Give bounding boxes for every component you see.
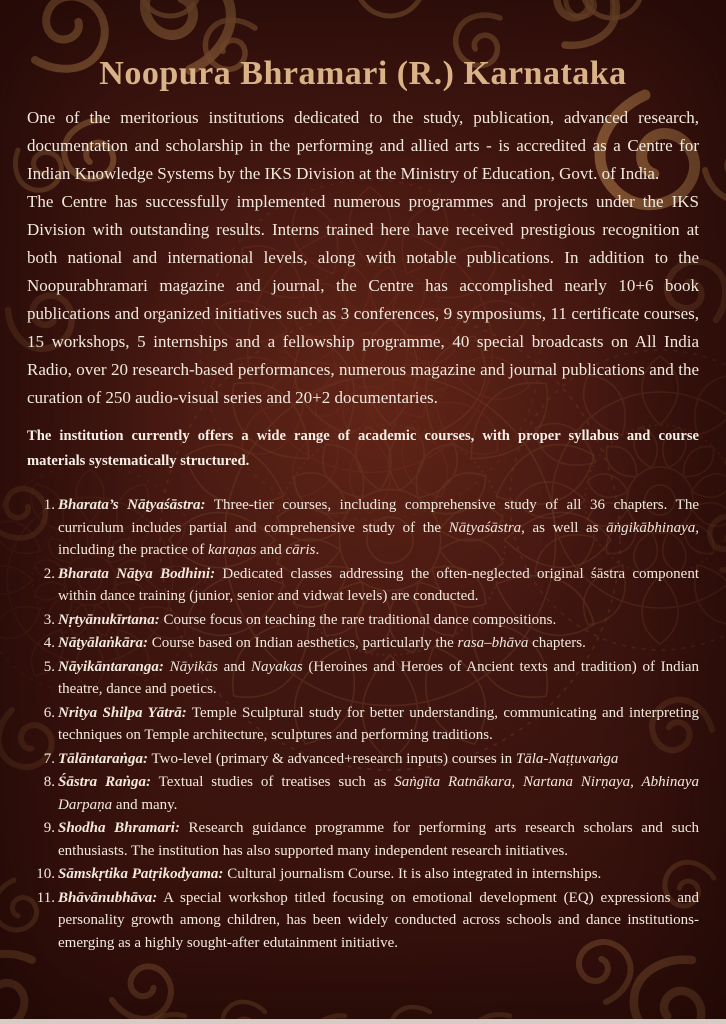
achievements-paragraph: The Centre has successfully implemented numerous programmes and projects under the IKS Division with outstanding results. Interns trained here have received prestigious recognition at both national and international levels, along with notable publications. In addition to the Noopurabhramari magazine and journal, the Centre has accomplished nearly 10+6 book publications and organized initiatives such as 3 conferences, 9 symposiums, 11 certificate courses, 15 workshops, 5 internships and a fellowship programme, 40 special broadcasts on All India Radio, over 20 research-based performances, numerous magazine and journal publications and the curation of 250 audio-visual series and 20+2 documentaries. — [27, 192, 699, 407]
course-item — [43, 632, 699, 655]
course-number: 3. — [43, 611, 55, 628]
course-term: Śāstra Raṅga: — [58, 774, 151, 790]
course-number: 1. — [43, 497, 55, 513]
course-term: Sāmskṛtika Patṛikodyama: — [58, 866, 224, 882]
course-description: Textual studies of treatises such as Saṅgīta Ratnākara, Nartana Nirṇaya, Abhinaya Darpaṇa and many. — [58, 774, 699, 813]
course-number: 11. — [36, 889, 55, 906]
course-item — [43, 702, 699, 747]
course-description: Nāyikās and Nayakas (Heroines and Heroes of Ancient texts and tradition) of Indian theatre, dance and poetics. — [58, 658, 699, 697]
course-item — [43, 817, 699, 862]
course-term: Nāṭyālaṅkāra: — [58, 635, 148, 651]
course-term: Nāyikāntaranga: — [58, 658, 164, 675]
course-number: 10. — [36, 866, 55, 882]
course-description: Dedicated classes addressing the often-neglected original śāstra component within dance training (junior, senior and vidwat levels) are conducted. — [58, 565, 700, 604]
course-term: Bharata’s Nāṭyaśāstra: — [58, 497, 206, 513]
course-number: 2. — [43, 565, 55, 582]
course-description: A special workshop titled focusing on emotional development (EQ) expressions and personality growth among children, has been widely conducted across schools and dance institutions-emerging as a highly sought-after edutainment initiative. — [58, 889, 699, 951]
bottom-edge-strip — [0, 1019, 726, 1024]
course-item — [36, 863, 699, 886]
course-term: Nritya Shilpa Yātrā: — [58, 704, 187, 721]
course-item — [36, 887, 699, 955]
page-title: Noopura Bhramari (R.) Karnataka — [99, 55, 627, 92]
course-item — [43, 563, 700, 608]
intro-paragraph: One of the meritorious institutions dedicated to the study, publication, advanced research, documentation and scholarship in the performing and allied arts - is accredited as a Centre for Indian Knowledge Systems by the IKS Division at the Ministry of Education, Govt. of India. — [27, 108, 699, 183]
course-term: Bhāvānubhāva: — [58, 889, 158, 906]
course-description: Two-level (primary & advanced+research inputs) courses in Tāla-Naṭṭuvaṅga — [148, 750, 619, 767]
course-term: Nṛtyānukīrtana: — [58, 611, 160, 628]
course-number: 5. — [43, 658, 55, 675]
course-description: Three-tier courses, including comprehensive study of all 36 chapters. The curriculum includes partial and comprehensive study of the Nāṭyaśāstra, as well as āṅgikābhinaya, including the practice of karaṇas and cāris. — [58, 497, 699, 558]
course-description: Cultural journalism Course. It is also integrated in internships. — [223, 866, 602, 882]
course-item — [43, 771, 699, 816]
course-number: 6. — [43, 704, 55, 721]
courses-heading: The institution currently offers a wide range of academic courses, with proper syllabus and course materials systematically structured. — [27, 428, 699, 469]
course-item — [43, 748, 699, 771]
course-number: 8. — [43, 774, 55, 790]
course-item — [43, 494, 699, 562]
course-description: Research guidance programme for performing arts research scholars and such enthusiasts. The institution has also supported many independent research initiatives. — [58, 820, 699, 859]
course-item — [43, 609, 699, 632]
course-number: 4. — [43, 635, 55, 651]
course-item — [43, 656, 699, 701]
course-term: Tālāntaraṅga: — [58, 750, 149, 767]
course-number: 9. — [43, 820, 55, 836]
document-content — [27, 0, 699, 955]
course-term: Bharata Nāṭya Bodhini: — [58, 565, 216, 582]
course-description: Course based on Indian aesthetics, particularly the rasa–bhāva chapters. — [148, 635, 586, 651]
course-list — [27, 494, 699, 954]
course-description: Temple Sculptural study for better understanding, communicating and interpreting techniques on Temple architecture, sculptures and performing traditions. — [58, 704, 699, 743]
course-term: Shodha Bhramari: — [58, 820, 180, 836]
course-number: 7. — [43, 750, 55, 767]
course-description: Course focus on teaching the rare traditional dance compositions. — [159, 611, 557, 628]
